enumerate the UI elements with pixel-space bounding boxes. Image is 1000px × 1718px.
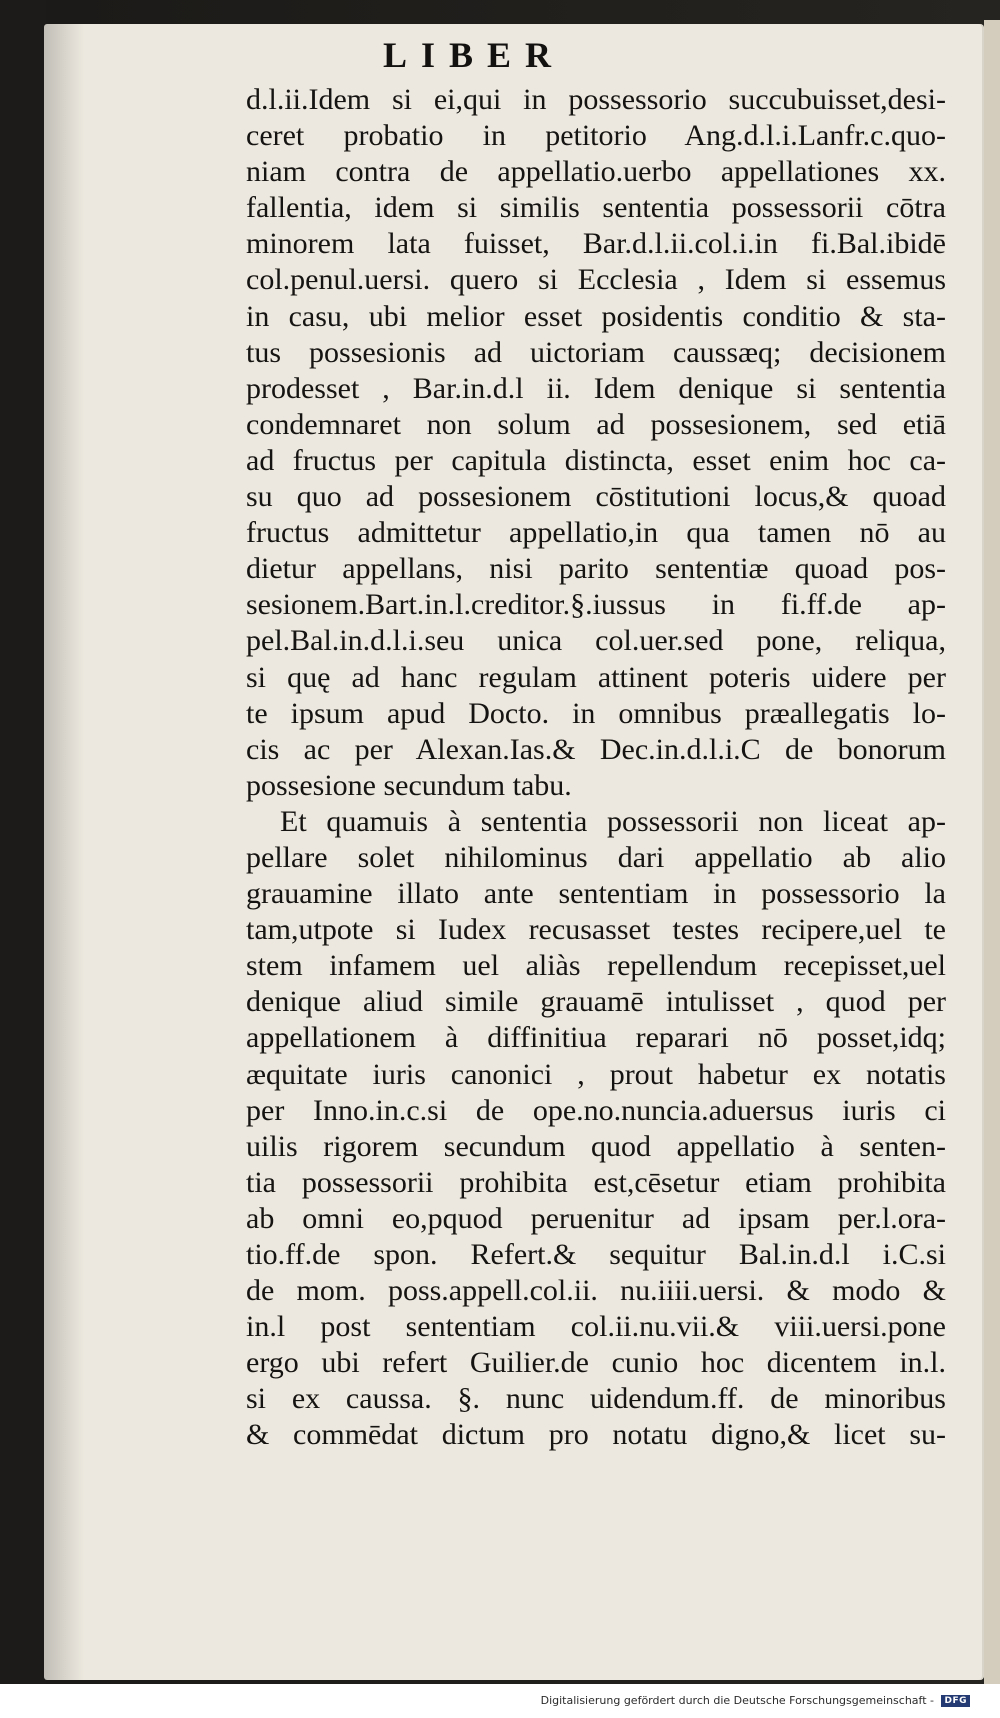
text-line: ad fructus per capitula distincta, esset enim hoc ca- <box>246 443 946 477</box>
text-line: in.l post sententiam col.ii.nu.vii.& viii.uersi.pone <box>246 1310 946 1344</box>
text-line: tia possessorii prohibita est,cēsetur etiam prohibita <box>246 1165 946 1199</box>
text-line: fallentia, idem si similis sententia possessorii cōtra <box>246 191 946 225</box>
text-line: uilis rigorem secundum quod appellatio à senten- <box>246 1129 946 1163</box>
digitization-credit <box>541 1694 970 1707</box>
binding-edge <box>0 0 46 1718</box>
text-line: si quę ad hanc regulam attinent poteris uidere per <box>246 660 946 694</box>
text-line: te ipsum apud Docto. in omnibus præallegatis lo- <box>246 696 946 730</box>
text-line: stem infamem uel aliàs repellendum recepisset,uel <box>246 949 946 983</box>
text-line: fructus admittetur appellatio,in qua tamen nō au <box>246 516 946 550</box>
text-line: sesionem.Bart.in.l.creditor.§.iussus in fi.ff.de ap- <box>246 588 946 622</box>
text-line: col.penul.uersi. quero si Ecclesia , Idem si essemus <box>246 263 946 297</box>
text-line: tus possesionis ad uictoriam caussæq; decisionem <box>246 335 946 369</box>
text-line: condemnaret non solum ad possesionem, sed etiā <box>246 407 946 441</box>
text-line: niam contra de appellatio.uerbo appellationes xx. <box>246 155 946 189</box>
text-line: ceret probatio in petitorio Ang.d.l.i.Lanfr.c.quo- <box>246 119 946 153</box>
credit-text: Digitalisierung gefördert durch die Deutsche Forschungsgemeinschaft - <box>540 1694 934 1707</box>
text-line: tam,utpote si Iudex recusasset testes recipere,uel te <box>246 913 946 947</box>
paragraph-2 <box>246 804 946 1454</box>
text-line: prodesset , Bar.in.d.l ii. Idem denique si sententia <box>246 371 946 405</box>
text-line: d.l.ii.Idem si ei,qui in possessorio succubuisset,desi- <box>246 83 946 116</box>
running-head: LIBER <box>382 35 566 75</box>
gutter-shadow <box>44 24 84 1680</box>
text-line: possesione secundum tabu. <box>246 768 572 802</box>
text-line: ergo ubi refert Guilier.de cunio hoc dicentem in.l. <box>246 1346 946 1380</box>
text-line: cis ac per Alexan.Ias.& Dec.in.d.l.i.C de bonorum <box>246 732 946 766</box>
text-line: per Inno.in.c.si de ope.no.nuncia.aduersus iuris ci <box>246 1093 946 1127</box>
text-line: su quo ad possesionem cōstitutioni locus,& quoad <box>246 480 946 514</box>
text-line: denique aliud simile grauamē intulisset , quod per <box>246 985 946 1019</box>
text-line: si ex caussa. §. nunc uidendum.ff. de minoribus <box>246 1382 946 1416</box>
paragraph-1 <box>246 82 946 804</box>
text-line: pellare solet nihilominus dari appellatio ab alio <box>246 840 946 874</box>
text-line: dietur appellans, nisi parito sententiæ quoad pos- <box>246 552 946 586</box>
dfg-logo-icon: DFG <box>941 1695 970 1707</box>
text-line: æquitate iuris canonici , prout habetur ex notatis <box>246 1057 946 1091</box>
text-line: pel.Bal.in.d.l.i.seu unica col.uer.sed pone, reliqua, <box>246 624 946 658</box>
text-line: ab omni eo,pquod peruenitur ad ipsam per.l.ora- <box>246 1201 946 1235</box>
text-line: appellationem à diffinitiua reparari nō posset,idq; <box>246 1021 946 1055</box>
text-line: de mom. poss.appell.col.ii. nu.iiii.uersi. & modo & <box>246 1274 946 1308</box>
page-fore-edge <box>984 20 1000 1684</box>
text-line: grauamine illato ante sententiam in possessorio la <box>246 877 946 911</box>
text-line: Et quamuis à sententia possessorii non liceat ap- <box>280 804 946 838</box>
text-line: minorem lata fuisset, Bar.d.l.ii.col.i.in fi.Bal.ibidē <box>246 227 946 261</box>
page-body <box>246 82 946 1454</box>
text-line: & commēdat dictum pro notatu digno,& licet su- <box>246 1418 946 1452</box>
text-line: in casu, ubi melior esset posidentis conditio & sta- <box>246 299 946 333</box>
text-line: tio.ff.de spon. Refert.& sequitur Bal.in.d.l i.C.si <box>246 1238 946 1271</box>
